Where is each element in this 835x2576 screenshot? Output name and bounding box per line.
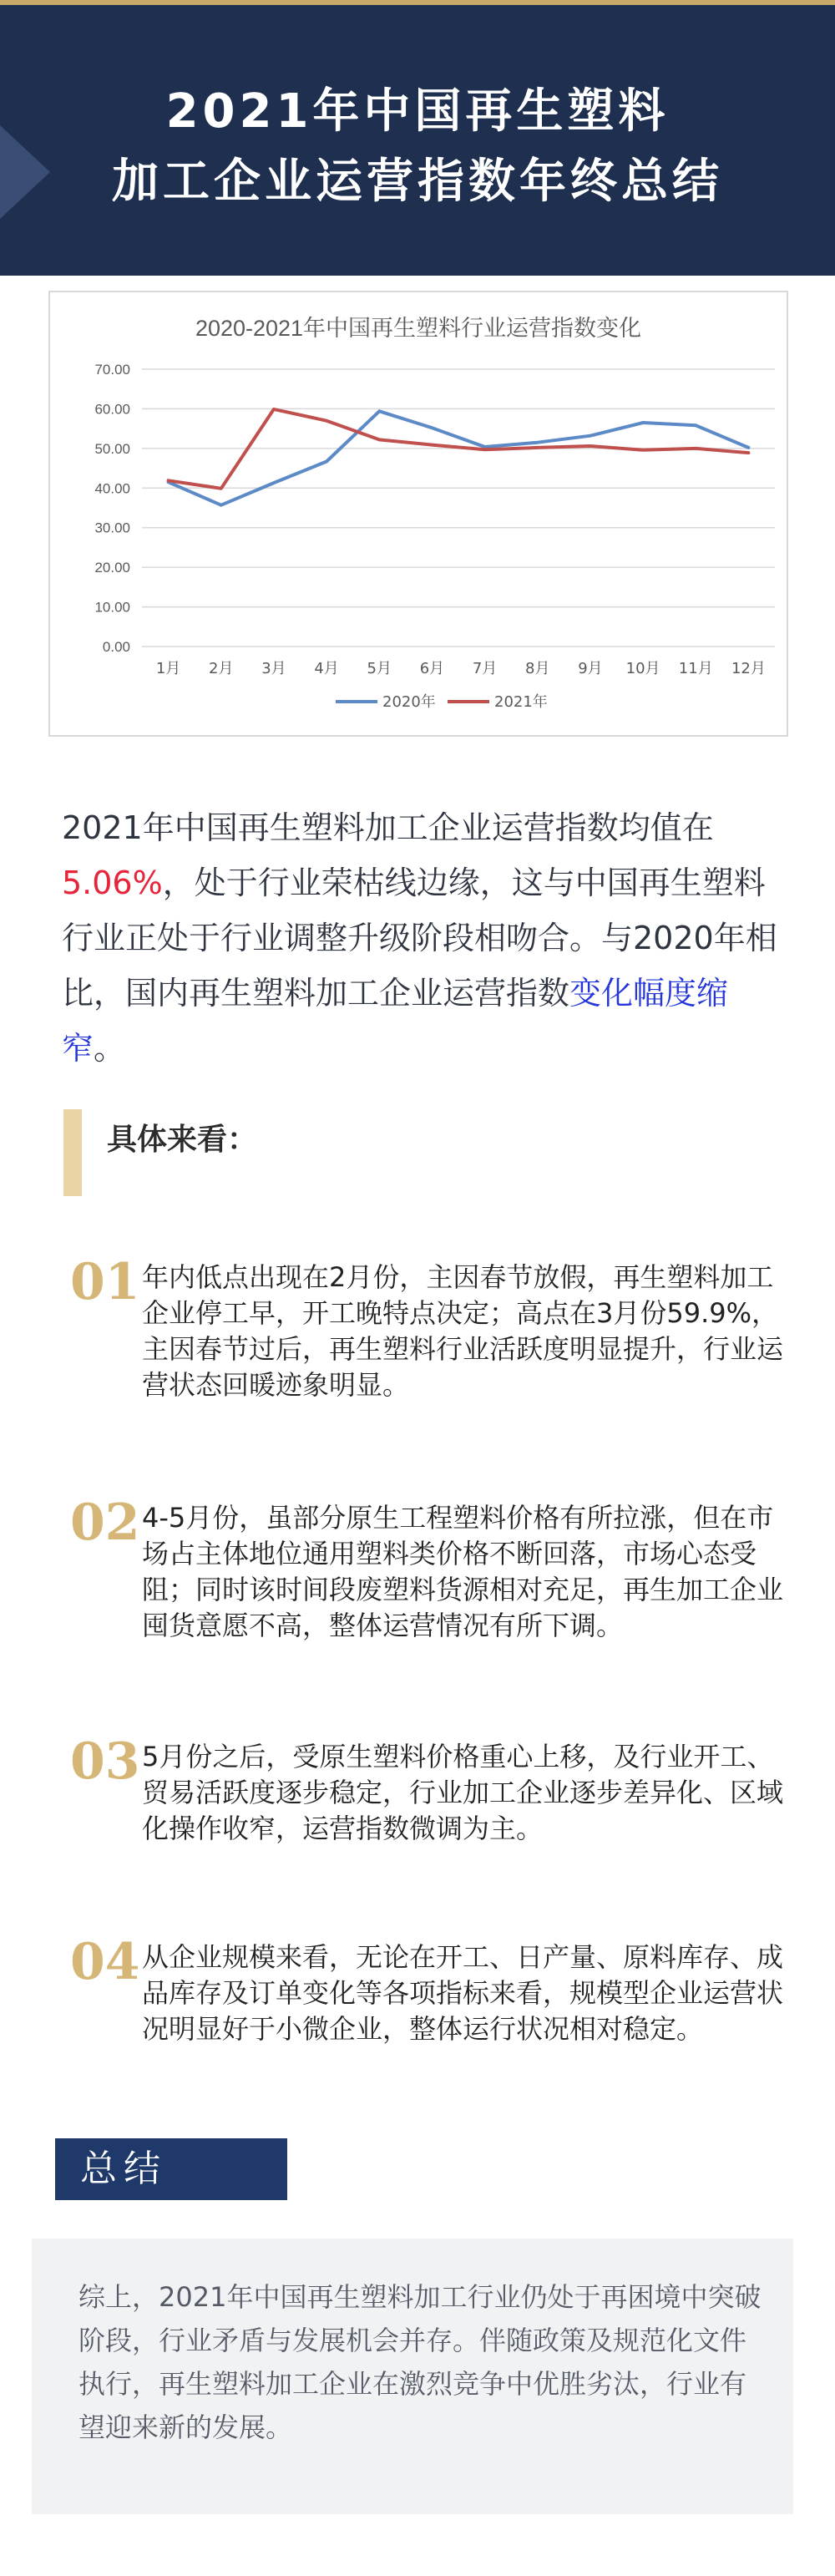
summary-tag-label: 总结: [80, 2148, 167, 2190]
summary-text: 综上，2021年中国再生塑料加工行业仍处于再困境中突破阶段，行业矛盾与发展机会并存。伴随政策及规范化文件执行，再生塑料加工企业在激烈竞争中优胜劣汰，行业有望迎来新的发展。: [78, 2281, 762, 2443]
series-line: [169, 411, 749, 505]
x-tick-label: 11月: [678, 660, 713, 677]
y-tick-label: 60.00: [94, 401, 130, 418]
header-top-line: [0, 0, 835, 5]
intro-highlight-value: 5.06%: [62, 865, 163, 901]
legend-label: 2020年: [382, 693, 436, 711]
y-tick-label: 50.00: [94, 440, 130, 457]
page-title-line1: 2021年中国再生塑料: [165, 84, 670, 139]
item-number: 04: [70, 1933, 140, 1991]
line-chart: [50, 292, 787, 735]
x-tick-label: 12月: [731, 660, 766, 677]
x-tick-label: 6月: [419, 660, 445, 677]
x-tick-label: 9月: [578, 660, 603, 677]
y-tick-label: 40.00: [94, 480, 130, 497]
item-number: 03: [70, 1732, 140, 1791]
chart-title: 2020-2021年中国再生塑料行业运营指数变化: [195, 316, 642, 341]
intro-highlight-phrase: 变化幅度缩窄: [62, 975, 729, 1067]
x-tick-label: 10月: [625, 660, 660, 677]
intro-text-1: 2021年中国再生塑料加工企业运营指数均值在: [62, 809, 714, 846]
page-title-line2: 加工企业运营指数年终总结: [112, 155, 723, 209]
y-tick-label: 70.00: [94, 362, 130, 378]
item-number: 01: [70, 1253, 140, 1311]
x-tick-label: 3月: [261, 660, 286, 677]
intro-text-3: 。: [94, 1030, 126, 1067]
item-number: 02: [70, 1493, 140, 1552]
item-text: 年内低点出现在2月份，主因春节放假，再生塑料加工企业停工早，开工晚特点决定；高点在3月份59.9%，主因春节过后，再生塑料行业活跃度明显提升，行业运营状态回暖迹象明显。: [142, 1261, 784, 1401]
item-text: 5月份之后，受原生塑料价格重心上移，及行业开工、贸易活跃度逐步稳定，行业加工企业逐步差异化、区域化操作收窄，运营指数微调为主。: [142, 1741, 784, 1844]
y-tick-label: 30.00: [94, 520, 130, 536]
y-tick-label: 0.00: [102, 639, 130, 655]
legend-label: 2021年: [494, 693, 548, 711]
summary-tag: [55, 2138, 287, 2200]
y-tick-label: 20.00: [94, 560, 130, 576]
intro-paragraph: [62, 800, 788, 1076]
subhead-title: 具体来看：: [107, 1123, 258, 1157]
item-text: 从企业规模来看，无论在开工、日产量、原料库存、成品库存及订单变化等各项指标来看，规模型企业运营状况明显好于小微企业，整体运行状况相对稳定。: [142, 1941, 784, 2045]
page-title: [0, 77, 835, 217]
intro-text-2: ，处于行业荣枯线边缘，这与中国再生塑料行业正处于行业调整升级阶段相吻合。与2020年相比，国内再生塑料加工企业运营指数: [62, 865, 777, 1012]
summary-box: [32, 2239, 793, 2514]
x-tick-label: 5月: [367, 660, 392, 677]
x-tick-label: 1月: [155, 660, 181, 677]
y-tick-label: 10.00: [94, 599, 130, 616]
x-tick-label: 7月: [472, 660, 498, 677]
subhead-accent-bar: [63, 1109, 82, 1196]
x-tick-label: 2月: [209, 660, 234, 677]
item-text: 4-5月份，虽部分原生工程塑料价格有所拉涨，但在市场占主体地位通用塑料类价格不断回落，市场心态受阻；同时该时间段废塑料货源相对充足，再生加工企业囤货意愿不高，整体运营情况有所下调。: [142, 1502, 784, 1641]
x-tick-label: 4月: [314, 660, 339, 677]
x-tick-label: 8月: [525, 660, 550, 677]
chart-frame: [48, 291, 788, 737]
header-banner: [0, 0, 835, 276]
